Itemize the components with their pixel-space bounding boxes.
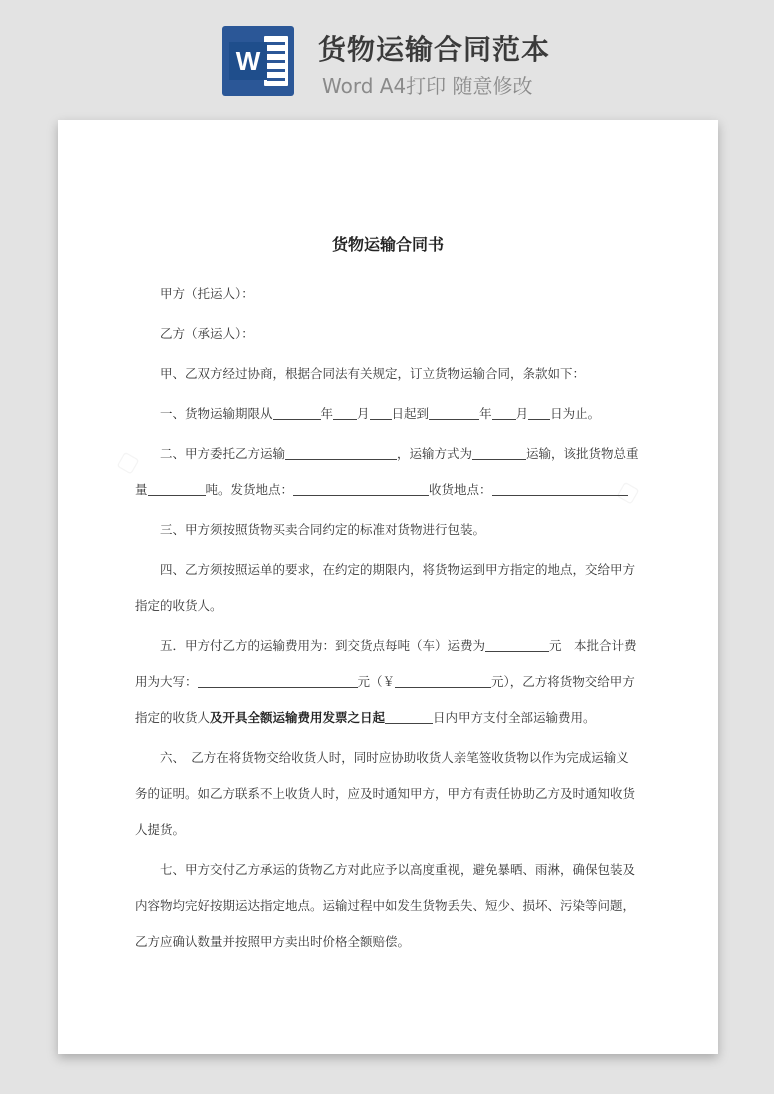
clause-6: 六、 乙方在将货物交给收货人时，同时应协助收货人亲笔签收货物以作为完成运输义务的证明。如乙方联系不上收货人时，应及时通知甲方，甲方有责任协助乙方及时通知收货人提货。 (135, 750, 636, 837)
clause-1-text: 日起到 (391, 406, 430, 421)
clause-5-text: 元），乙方将货物交给甲方指定的收货人 (135, 674, 635, 725)
clause-2-text: 吨。发货地点： (205, 482, 294, 497)
blank-field[interactable] (429, 405, 479, 420)
word-icon-letter: W (229, 42, 267, 80)
clause-3: 三、甲方须按照货物买卖合同约定的标准对货物进行包装。 (160, 522, 486, 537)
word-icon-lines (264, 36, 288, 86)
clause-2-text: 收货地点： (429, 482, 492, 497)
clause-2-text: 二、甲方委托乙方运输 (160, 446, 286, 461)
blank-field[interactable] (285, 445, 397, 460)
clause-5-text: 五．甲方付乙方的运输费用为：到交货点每吨（车）运费为 (160, 638, 486, 653)
blank-field[interactable] (472, 445, 526, 460)
clause-2-text: ，运输方式为 (397, 446, 473, 461)
clause-1 (135, 396, 640, 432)
banner-subtitle: Word A4打印 随意修改 (322, 74, 533, 98)
header-banner (0, 0, 774, 118)
clause-1-text: 年 (479, 406, 492, 421)
clause-4: 四、乙方须按照运单的要求，在约定的期限内，将货物运到甲方指定的地点，交给甲方指定的收货人。 (135, 562, 636, 613)
clause-5-text: 元（￥ (357, 674, 396, 689)
clause-1-text: 年 (320, 406, 334, 421)
blank-field[interactable] (485, 637, 549, 652)
clause-5-text: 日内甲方支付全部运输费用。 (433, 710, 596, 725)
clause-2 (135, 436, 640, 508)
blank-field[interactable] (385, 709, 433, 724)
clause-1-text: 一、货物运输期限从 (160, 406, 273, 421)
clause-1-text: 月 (515, 406, 529, 421)
clause-5-text: 元 本批合计费用为大写： (135, 638, 637, 689)
watermark: ▢ (613, 476, 644, 509)
clause-2-text: 运输，该批货物总重量 (135, 446, 639, 497)
clause-5-bold-text: 及开具全额运输费用发票之日起 (210, 710, 386, 725)
party-a-line: 甲方（托运人）： (160, 286, 254, 301)
blank-field[interactable] (492, 481, 628, 496)
blank-field[interactable] (273, 405, 321, 420)
blank-field[interactable] (333, 405, 357, 420)
watermark: ▢ (113, 446, 144, 479)
word-icon (222, 26, 294, 96)
blank-field[interactable] (395, 673, 491, 688)
banner-title: 货物运输合同范本 (318, 33, 551, 66)
document-page (58, 120, 718, 1054)
clause-1-text: 月 (357, 406, 370, 421)
clause-1-text: 日为止。 (550, 406, 601, 421)
party-b-line: 乙方（承运人）： (160, 326, 254, 341)
clause-5 (135, 628, 640, 736)
blank-field[interactable] (528, 405, 550, 420)
blank-field[interactable] (370, 405, 392, 420)
clause-7: 七、甲方交付乙方承运的货物乙方对此应予以高度重视，避免暴晒、雨淋，确保包装及内容物均完好按期运达指定地点。运输过程中如发生货物丢失、短少、损坏、污染等问题，乙方应确认数量并按照甲方卖出时价格全额赔偿。 (135, 862, 636, 949)
blank-field[interactable] (148, 481, 206, 496)
blank-field[interactable] (293, 481, 429, 496)
blank-field[interactable] (198, 673, 358, 688)
document-body (135, 276, 640, 960)
document-title: 货物运输合同书 (331, 235, 444, 254)
intro-paragraph: 甲、乙双方经过协商，根据合同法有关规定，订立货物运输合同，条款如下： (160, 366, 586, 381)
blank-field[interactable] (492, 405, 516, 420)
